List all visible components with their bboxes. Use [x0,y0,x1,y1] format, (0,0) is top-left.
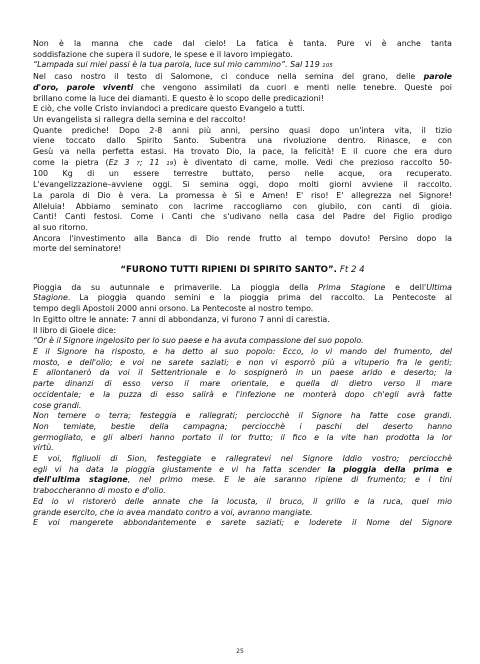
text-line: Alleluia! Abbiamo seminato con lacrime raccogliamo con giubilo, con canti di gioia. [33,201,452,211]
text-line: Canti! Canti festosi. Come i Canti che s'udivano nella casa del Padre del Figlio prodigo [33,212,452,222]
text-line: Nel caso nostro il testo di Salomone, ci conduce nella semina del grano, delle parole [33,72,452,82]
scripture-line: grande esercito, che io avea mandato contro a voi, avranno mangiate. [33,507,313,517]
scripture-line: occidentale; e la puzza di esso salirà e l'infezione ne monterà dopo ch'egli avrà fatte [33,389,452,399]
text-line: Stagione. La pioggia quando semini e la pioggia prima del raccolto. La Pentecoste al [33,293,452,303]
scripture-line: E il Signore ha risposto, e ha detto al suo popolo: Ecco, io vi mando del frumento, del [33,346,452,356]
scripture-line: cose grandi. [33,400,82,410]
text-line: La parola di Dio è vera. La promessa è Sì e Amen! E' riso! E' allegrezza nel Signore! [33,190,452,200]
scripture-line: E voi, figliuoli di Sion, festeggiate e rallegratevi nel Signore Iddio vostro; perciocchè [33,454,452,464]
text-line: L'evangelizzazione–avviene oggi. Si semina oggi, dopo molti giorni avviene il raccolto. [33,180,452,190]
section-title-text: “FURONO TUTTI RIPIENI DI SPIRITO SANTO”. [120,265,337,276]
text-line: Un evangelista si rallegra della semina e del raccolto! [33,114,246,124]
text-line: viene toccato dallo Spirito Santo. Subentra una rivoluzione dentro. Rinasce, e con [33,136,452,146]
scripture-line: egli vi ha data la pioggia giustamente e vi ha fatta scender la pioggia della prima e [33,464,452,474]
scripture-line: E allontanerò da voi il Settentrionale e lo sospignerò in un paese arido e deserto; la [33,368,452,378]
scripture-line: Non temiate, bestie della campagna; perciocchè i paschi del deserto hanno [33,421,452,431]
scripture-line: traboccheranno di mosto e d'olio. [33,486,166,496]
scripture-line: Ed io vi ristorerò delle annate che la locusta, il bruco, il grillo e la ruca, quel mio [33,496,452,506]
page-number: 25 [236,648,244,655]
text-line: Non è la manna che cade dal cielo! La fatica è tanta. Pure vi è anche tanta [33,39,452,48]
scripture-line: parte dinanzi di esso verso il mare orientale, e quella di dietro verso il mare [33,379,452,389]
text-line: Quante prediche! Dopo 2-8 anni più anni, persino quasi dopo un'intera vita, il tizio [33,125,452,135]
scripture-line: “Or è il Signore ingelosito per lo suo paese e ha avuta compassione del suo popolo. [33,336,364,346]
scripture-quote: “Lampada sui miei passi è la tua parola, luce sul mio cammino”. Sal 119 105 [33,60,333,70]
text-line: Pioggia da su autunnale e primaverile. La pioggia della Prima Stagione e dell'Ultima [33,282,452,292]
text-line: Gesù va nella perfetta estasi. Ha trovato Dio, la pace, la felicità! E il cuore che era duro [33,147,452,157]
text-line: Il libro di Gioele dice: [33,325,117,335]
text-line: E ciò, che volle Cristo inviandoci a predicare questo Evangelo a tutti. [33,104,305,114]
text-line: tempo degli Apostoli 2000 anni orsono. La Pentecoste al nostro tempo. [33,304,314,314]
text-line: soddisfazione che supera il sudore, le spese e il lavoro impiegato. [33,49,293,59]
text-line: In Egitto oltre le annate: 7 anni di abbondanza, vi furono 7 anni di carestia. [33,314,330,324]
text-line: al suo ritorno. [33,222,88,232]
section-title [33,265,452,276]
scripture-line: Non temere o terra; festeggia e rallegrati; perciocchè il Signore ha fatte cose grandi. [33,411,452,421]
scripture-line: germogliato, e gli alberi hanno portato il lor frutto; il fico e la vite han prodotta la lor [33,432,452,442]
scripture-line: mosto, e dell'olio; e voi ne sarete saziati; e non vi esporrò più a vituperio fra le genti; [33,357,452,367]
text-line: 100 Kg di un essere terrestre buttato, perso nelle acque, ora recuperato. [33,169,452,179]
text-line: brillano come la luce dei diamanti. E questo è lo scopo delle predicazioni! [33,93,324,103]
text-line: come la pietra (Ez 3 7; 11 19) è diventato di carne, molle. Vedi che prezioso raccolto 50- [33,157,452,167]
text-line: Ancora l'investimento alla Banca di Dio rende frutto al tempo dovuto! Persino dopo la [33,233,452,243]
text-line: morte del seminatore! [33,244,122,254]
scripture-line: virtù. [33,443,54,453]
page-body [33,39,452,529]
text-line: d'oro, parole viventi che vengono assimilati da cuori e menti nelle tenebre. Queste poi [33,82,452,92]
scripture-line: dell'ultima stagione, nel primo mese. E le aie saranno ripiene di frumento; e i tini [33,475,452,485]
scripture-line: E voi mangerete abbondantemente e sarete saziati; e loderete il Nome del Signore [33,518,452,528]
section-title-ref: Ft 2 4 [339,265,365,276]
